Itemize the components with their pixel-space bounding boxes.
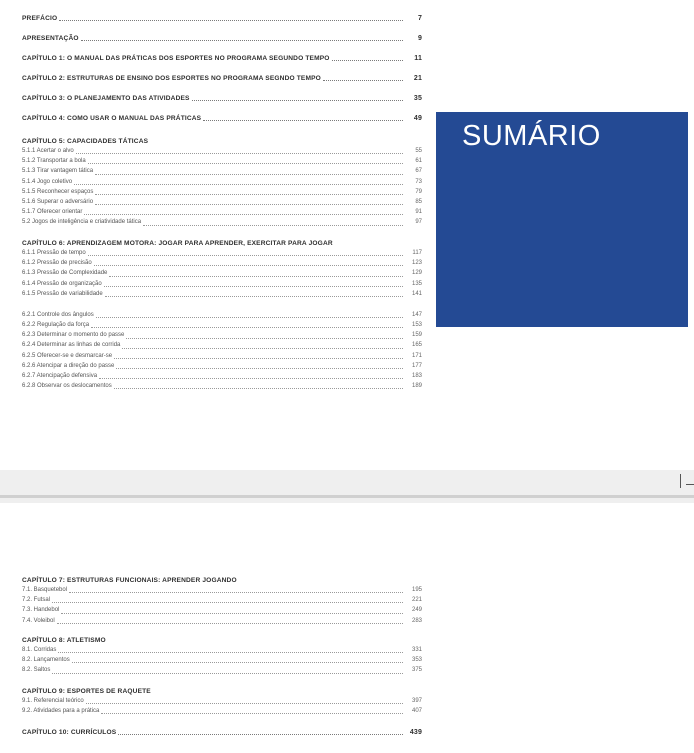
toc-subentry-page: 129	[411, 270, 422, 277]
toc-subentry-label: 7.4. Voleibol	[22, 617, 55, 624]
leader-dots	[74, 183, 403, 185]
leader-dots	[88, 162, 403, 164]
leader-dots	[95, 193, 403, 195]
toc-subentry[interactable]	[22, 371, 422, 381]
chapter-7-heading[interactable]: CAPÍTULO 7: ESTRUTURAS FUNCIONAIS: APRENDER JOGANDO	[22, 577, 237, 584]
chapter-7-section	[22, 576, 422, 626]
toc-subentry-label: 7.3. Handebol	[22, 607, 60, 614]
toc-subentry[interactable]	[22, 645, 422, 655]
leader-dots	[114, 387, 403, 389]
toc-subentry-label: 5.2 Jogos de inteligência e criatividade tática	[22, 219, 142, 226]
toc-subentry-label: 6.2.1 Controle dos ângulos	[22, 311, 94, 318]
leader-dots	[109, 275, 403, 277]
toc-subentry-page: 79	[415, 188, 422, 195]
toc-subentry-label: 5.1.6 Superar o adversário	[22, 198, 94, 205]
toc-entry-capitulo-3[interactable]: CAPÍTULO 3: O PLANEJAMENTO DAS ATIVIDADES 35	[22, 95, 422, 102]
toc-subentry-label: 5.1.2 Transportar a bola	[22, 158, 86, 165]
leader-dots	[52, 601, 403, 603]
toc-subentry[interactable]	[22, 696, 422, 706]
leader-dots	[126, 337, 403, 339]
toc-subentry[interactable]	[22, 616, 422, 626]
chapter-6-heading[interactable]: CAPÍTULO 6: APRENDIZAGEM MOTORA: JOGAR PARA APRENDER, EXERCITAR PARA JOGAR	[22, 240, 333, 247]
leader-dots	[95, 203, 403, 205]
toc-subentry-label: 8.1. Corridas	[22, 646, 57, 653]
toc-subentry-label: 5.1.7 Oferecer orientar	[22, 209, 83, 216]
toc-subentry-label: 7.1. Basquetebol	[22, 586, 68, 593]
toc-subentry-page: 171	[411, 352, 422, 359]
toc-subentry[interactable]	[22, 197, 422, 207]
toc-subentry[interactable]	[22, 187, 422, 197]
sumario-title: SUMÁRIO	[462, 120, 601, 152]
toc-subentry[interactable]	[22, 585, 422, 595]
leader-dots	[143, 224, 403, 226]
toc-subentry-page: 283	[411, 617, 422, 624]
toc-subentry-page: 249	[411, 607, 422, 614]
toc-subentry-label: 5.1.3 Tirar vantagem tática	[22, 168, 94, 175]
leader-dots	[96, 316, 403, 318]
leader-dots	[72, 661, 403, 663]
toc-subentry[interactable]	[22, 605, 422, 615]
chapter-8-section	[22, 636, 422, 676]
toc-subentry-page: 353	[411, 657, 422, 664]
leader-dots	[88, 254, 403, 256]
toc-subentry[interactable]	[22, 258, 422, 268]
toc-subentry-page: 177	[411, 362, 422, 369]
toc-entry-capitulo-2[interactable]: CAPÍTULO 2: ESTRUTURAS DE ENSINO DOS ESPORTES NO PROGRAMA SEGNDO TEMPO 21	[22, 75, 422, 82]
toc-subentry[interactable]	[22, 207, 422, 217]
leader-dots	[116, 367, 403, 369]
toc-subentry[interactable]	[22, 361, 422, 371]
toc-entry-capitulo-4[interactable]: CAPÍTULO 4: COMO USAR O MANUAL DAS PRÁTICAS 49	[22, 115, 422, 122]
toc-subentry-label: 9.1. Referencial teórico	[22, 697, 84, 704]
toc-page-bottom	[0, 503, 694, 753]
toc-subentry-page: 195	[411, 586, 422, 593]
chapter-10-section	[22, 728, 422, 737]
crop-mark	[680, 474, 681, 488]
toc-subentry[interactable]	[22, 665, 422, 675]
toc-entry-capitulo-10[interactable]: CAPÍTULO 10: CURRÍCULOS 439	[22, 729, 422, 736]
leader-dots	[105, 295, 403, 297]
sumario-banner	[436, 112, 688, 327]
toc-subentry[interactable]	[22, 330, 422, 340]
toc-subentry-page: 85	[415, 198, 422, 205]
toc-subentry-label: 9.2. Atividades para a prática	[22, 708, 100, 715]
toc-entry-apresentacao[interactable]: APRESENTAÇÃO 9	[22, 35, 422, 42]
leader-dots	[114, 357, 403, 359]
page-gap	[0, 470, 694, 503]
toc-subentry-label: 6.1.2 Pressão de precisão	[22, 260, 92, 267]
chapter-5-section	[22, 137, 422, 228]
toc-subentry-label: 6.2.3 Determinar o momento do passe	[22, 332, 125, 339]
toc-subentry-page: 375	[411, 667, 422, 674]
leader-dots	[52, 672, 403, 674]
leader-dots	[58, 651, 403, 653]
chapter-6-section	[22, 239, 422, 391]
toc-subentry-label: 6.1.4 Pressão de organização	[22, 280, 102, 287]
toc-subentry-label: 6.2.5 Oferecer-se e desmarcar-se	[22, 352, 113, 359]
leader-dots	[104, 285, 403, 287]
toc-subentry-page: 147	[411, 311, 422, 318]
toc-subentry-page: 135	[411, 280, 422, 287]
toc-subentry-page: 91	[415, 209, 422, 216]
toc-subentry-page: 397	[411, 697, 422, 704]
toc-subentry-page: 61	[415, 158, 422, 165]
leader-dots	[101, 712, 403, 714]
toc-subentry-label: 8.2. Saltos	[22, 667, 51, 674]
toc-subentry-label: 6.2.6 Atencipar a direção do passe	[22, 362, 115, 369]
toc-subentry-label: 5.1.4 Jogo coletivo	[22, 178, 73, 185]
toc-subentry[interactable]	[22, 351, 422, 361]
toc-subentry-page: 73	[415, 178, 422, 185]
toc-subentry-page: 221	[411, 597, 422, 604]
toc-subentry-page: 55	[415, 147, 422, 154]
toc-entry-capitulo-1[interactable]: CAPÍTULO 1: O MANUAL DAS PRÁTICAS DOS ESPORTES NO PROGRAMA SEGUNDO TEMPO 11	[22, 55, 422, 62]
toc-subentry-label: 5.1.5 Reconhecer espaços	[22, 188, 94, 195]
leader-dots	[95, 173, 403, 175]
toc-subentry-page: 97	[415, 219, 422, 226]
main-entries	[22, 14, 422, 123]
leader-dots	[122, 347, 403, 349]
leader-dots	[94, 264, 403, 266]
chapter-9-heading[interactable]: CAPÍTULO 9: ESPORTES DE RAQUETE	[22, 688, 151, 695]
toc-subentry[interactable]	[22, 177, 422, 187]
toc-subentry[interactable]	[22, 595, 422, 605]
toc-subentry-label: 7.2. Futsal	[22, 597, 51, 604]
toc-subentry-page: 189	[411, 383, 422, 390]
toc-subentry[interactable]	[22, 268, 422, 278]
toc-subentry[interactable]	[22, 381, 422, 391]
toc-subentry[interactable]	[22, 655, 422, 665]
toc-subentry-page: 117	[412, 249, 422, 256]
toc-subentry-page: 67	[415, 168, 422, 175]
toc-subentry[interactable]	[22, 706, 422, 716]
toc-subentry-label: 5.1.1 Acertar o alvo	[22, 147, 74, 154]
toc-subentry-label: 6.2.2 Regulação da força	[22, 322, 90, 329]
leader-dots	[99, 377, 403, 379]
toc-subentry[interactable]	[22, 146, 422, 156]
leader-dots	[86, 702, 403, 704]
toc-subentry-label: 6.1.1 Pressão de tempo	[22, 249, 86, 256]
toc-subentry-label: 6.2.4 Determinar as linhas de corrida	[22, 342, 121, 349]
toc-subentry[interactable]	[22, 279, 422, 289]
toc-subentry-page: 159	[411, 332, 422, 339]
toc-subentry[interactable]	[22, 156, 422, 166]
toc-subentry-label: 6.2.7 Atencipação defensiva	[22, 373, 98, 380]
chapter-8-heading[interactable]: CAPÍTULO 8: ATLETISMO	[22, 637, 106, 644]
toc-subentry-label: 6.1.3 Pressão de Complexidade	[22, 270, 108, 277]
toc-subentry-label: 6.2.8 Observar os deslocamentos	[22, 383, 112, 390]
leader-dots	[57, 622, 403, 624]
toc-subentry[interactable]	[22, 248, 422, 258]
toc-subentry-page: 123	[411, 260, 422, 267]
toc-subentry-page: 153	[411, 322, 422, 329]
toc-subentry[interactable]	[22, 217, 422, 227]
toc-subentry[interactable]	[22, 289, 422, 299]
toc-subentry-page: 407	[411, 708, 422, 715]
toc-subentry-label: 6.1.5 Pressão de variabilidade	[22, 290, 103, 297]
toc-subentry[interactable]	[22, 320, 422, 330]
leader-dots	[91, 326, 403, 328]
toc-subentry[interactable]	[22, 310, 422, 320]
toc-entry-prefacio[interactable]: PREFÁCIO 7	[22, 15, 422, 22]
chapter-5-heading[interactable]: CAPÍTULO 5: CAPACIDADES TÁTICAS	[22, 138, 149, 145]
toc-subentry-page: 165	[411, 342, 422, 349]
toc-subentry-label: 8.2. Lançamentos	[22, 657, 70, 664]
toc-subentry-page: 183	[411, 373, 422, 380]
leader-dots	[61, 612, 403, 614]
toc-subentry-page: 141	[411, 290, 422, 297]
toc-subentry[interactable]	[22, 166, 422, 176]
crop-mark	[686, 484, 694, 485]
toc-subentry-page: 331	[411, 646, 422, 653]
chapter-9-section	[22, 687, 422, 716]
toc-subentry[interactable]	[22, 341, 422, 351]
leader-dots	[76, 152, 403, 154]
leader-dots	[84, 213, 403, 215]
page-divider	[0, 495, 694, 498]
leader-dots	[69, 591, 403, 593]
